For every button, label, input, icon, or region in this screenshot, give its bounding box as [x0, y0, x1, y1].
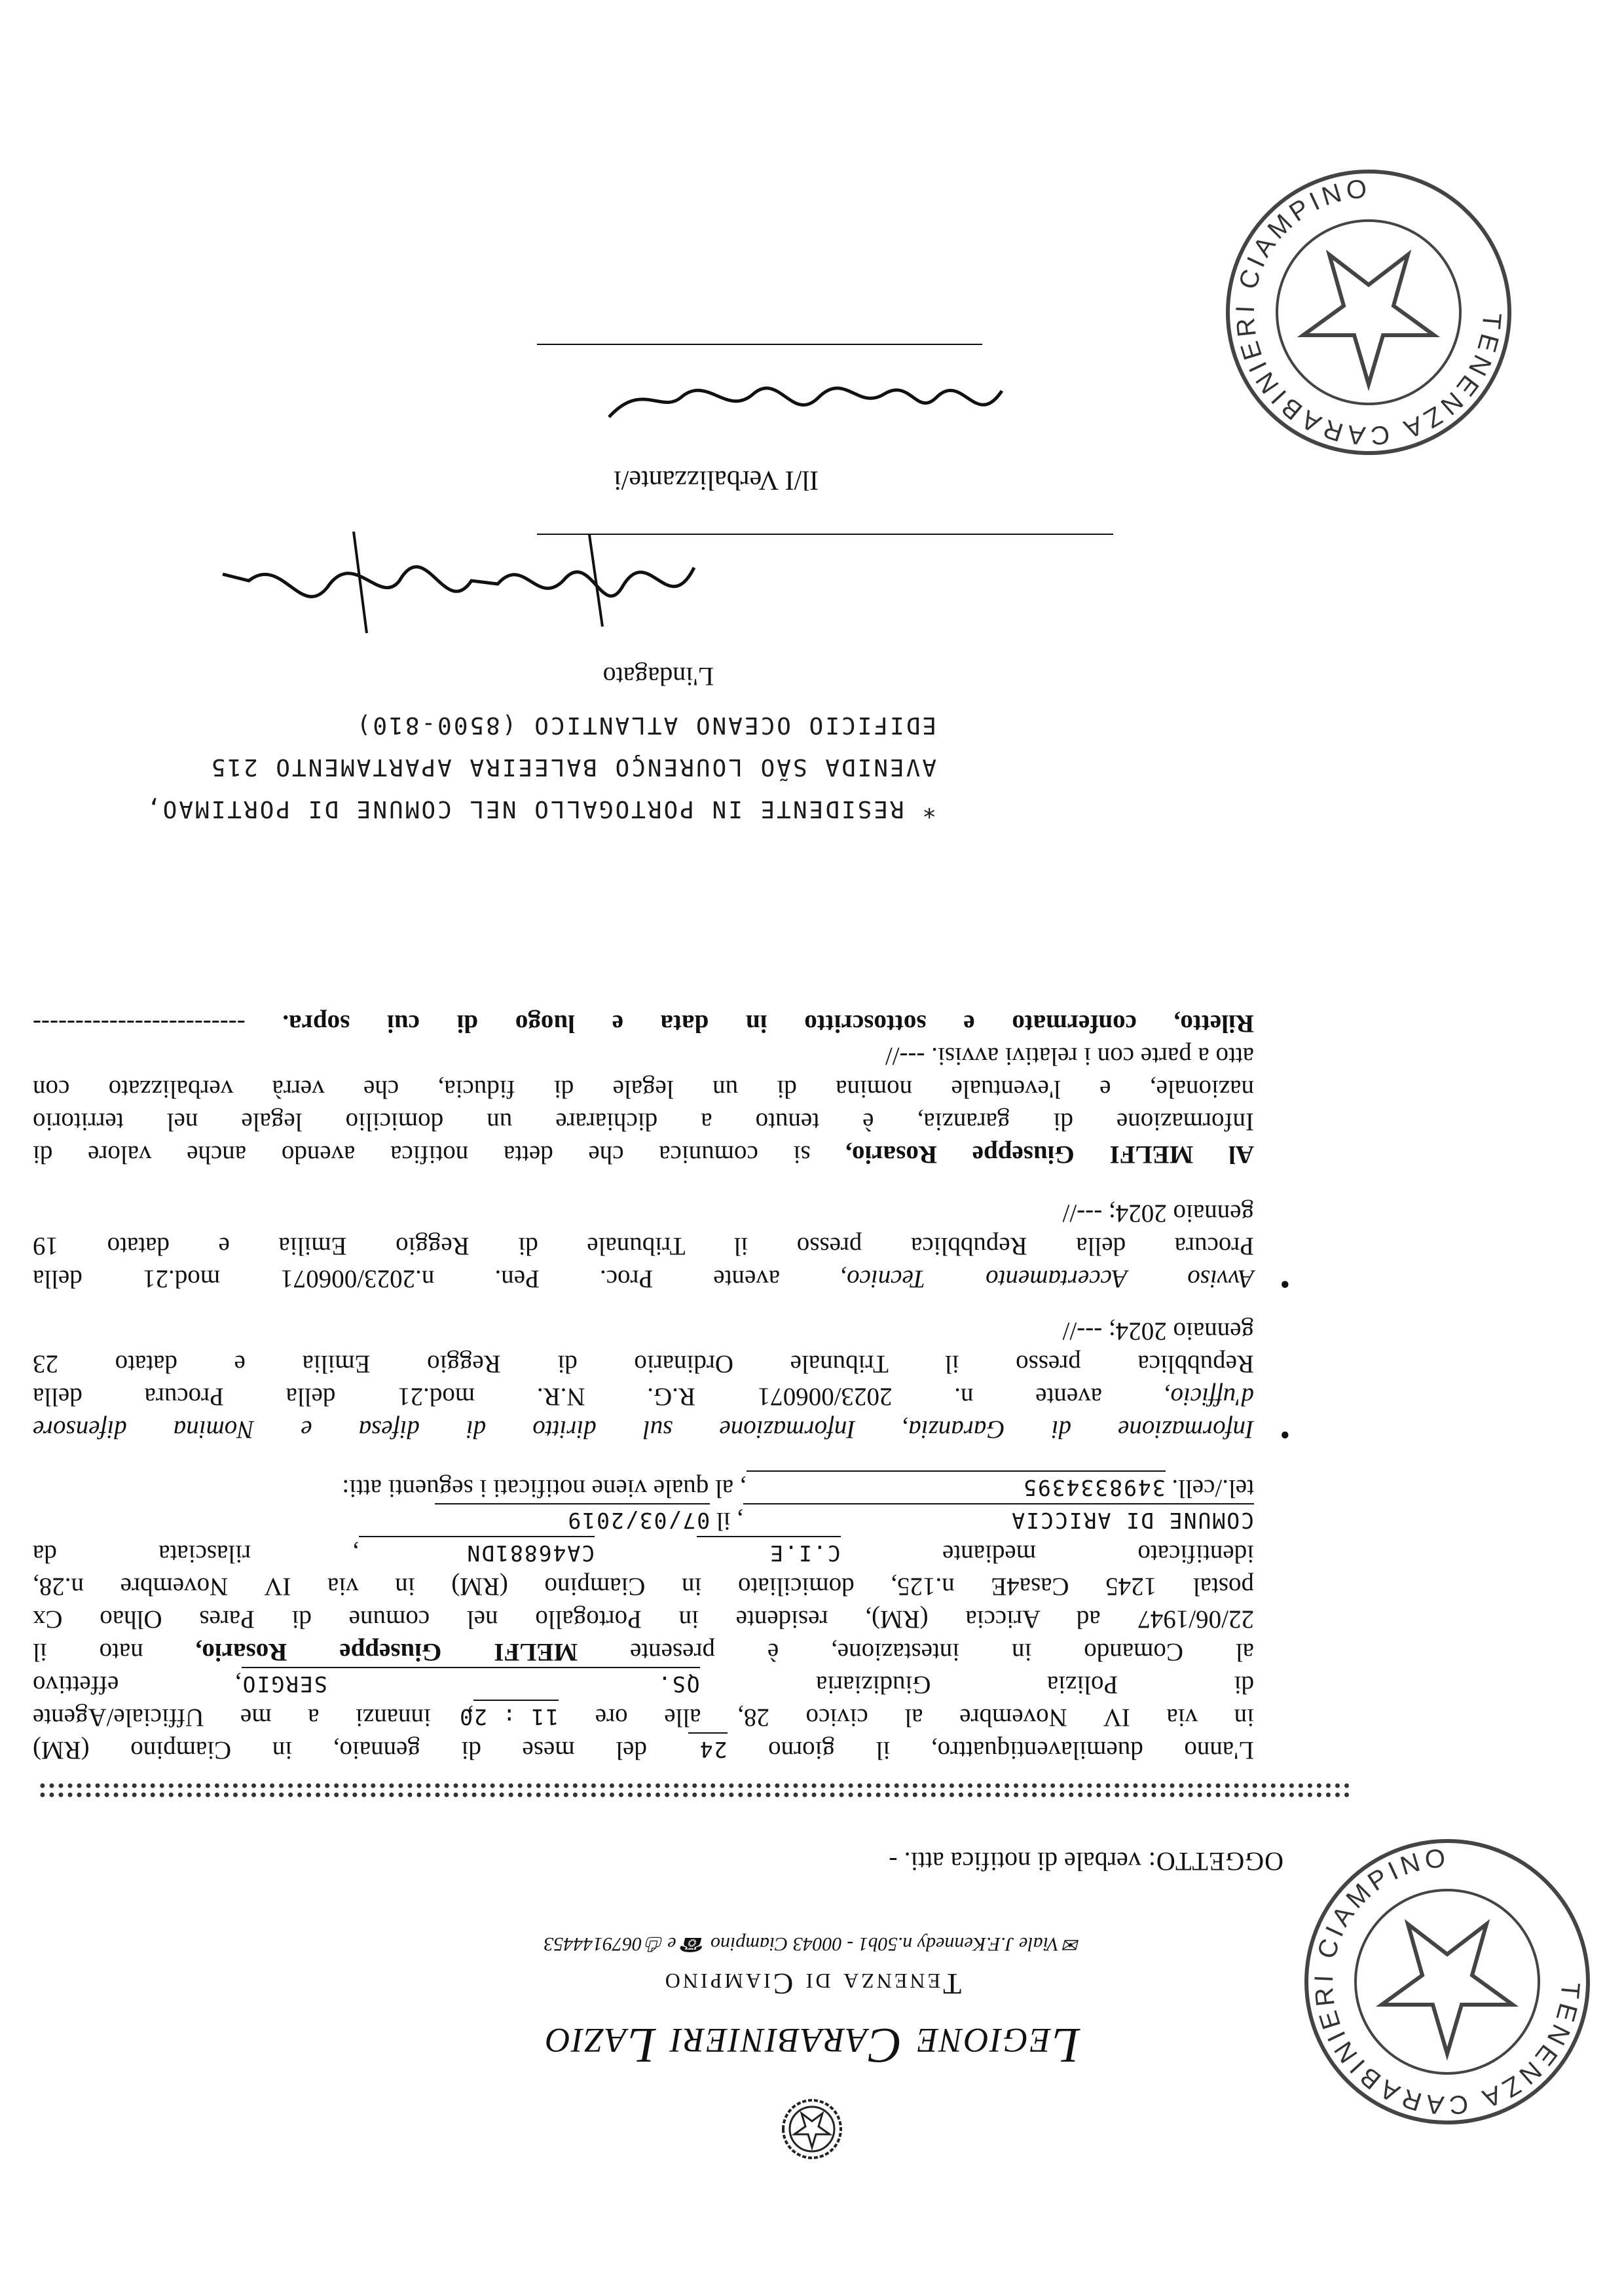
bullet-line: gennaio 2024; ---//: [1062, 1317, 1254, 1345]
officers-label: Il/I Verbalizzante/i: [614, 465, 819, 495]
body-line: tel./cell. 3498334395, al quale viene notificati i seguenti atti:: [33, 1470, 1254, 1504]
header-address: ✉ Viale J.F.Kennedy n.50b1 - 00043 Ciampino ☎ e ⎙ 0679144453: [544, 1933, 1080, 1955]
bullet-icon: •: [1280, 1419, 1290, 1451]
phone-fax-number: 0679144453: [544, 1933, 642, 1955]
notice-line: Al MELFI Giuseppe Rosario, si comunica che detta notifica avendo anche valore di: [33, 1140, 1254, 1169]
subject-label: OGGETTO:: [1147, 1847, 1283, 1876]
subject-line: [889, 1846, 1283, 1877]
handwritten-address: * RESIDENTE IN PORTOGALLO NEL COMUNE DI PORTIMAO, AVENIDA SÃO LOURENÇO BALEEIRA APARTAMENTO 215 EDIFICIO OCEANO ATLANTICO (8500-810): [144, 712, 936, 822]
signature-line: [537, 344, 982, 345]
address-text: Viale J.F.Kennedy n.50b1 - 00043 Ciampino: [710, 1933, 1060, 1955]
handwritten-officer-name: QS. SERGIO: [242, 1667, 700, 1700]
bullet-line: Procura della Repubblica presso il Tribunale di Reggio Emilia e datato 19: [33, 1232, 1254, 1260]
body-line: COMUNE DI ARICCIA, il 07/03/2019: [33, 1503, 1254, 1537]
dotted-divider: [39, 1783, 1349, 1788]
body-line: L'anno duemilaventiquattro, il giorno 24 del mese di gennaio, in Ciampino (RM): [33, 1732, 1254, 1766]
svg-text:TENENZA CARABINIERI CIAMPINO: [1230, 174, 1506, 450]
bullet-line: Avviso Accertamento Tecnico, avente Proc. Pen. n.2023/006071 mod.21 della: [33, 1265, 1254, 1293]
bullet-line: Informazione di Garanzia, Informazione sul diritto di difesa e Nomina difensore: [33, 1415, 1254, 1444]
bullet-line: Repubblica presso il Tribunale Ordinario di Reggio Emilia e datato 23: [33, 1350, 1254, 1378]
bullet-line: gennaio 2024; ---//: [1062, 1199, 1254, 1228]
body-line: in via IV Novembre al civico 28, alle ore 11 : 20, innanzi a me Ufficiale/Agente: [33, 1700, 1254, 1733]
header-station: Tenenza di Ciampino: [662, 1967, 962, 2001]
handwritten-day: 24: [688, 1732, 728, 1765]
dotted-divider: [39, 1793, 1349, 1797]
seal-text: TENENZA CARABINIERI CIAMPINO: [1309, 1844, 1585, 2120]
suspect-name: MELFI Giuseppe Rosario,: [195, 1638, 578, 1666]
official-seal-stamp: [1218, 162, 1519, 463]
notice-line: nazionale, e l'eventuale nomina di un legale di fiducia, che verrà verbalizzato con: [33, 1075, 1254, 1103]
body-line: al Comando in intestazione, è presente MELFI Giuseppe Rosario, nato il: [33, 1638, 1254, 1666]
phone-icon: ☎: [681, 1933, 706, 1955]
handwritten-issue-date: 07/03/2019: [435, 1503, 710, 1536]
fax-icon: ⎙: [646, 1933, 663, 1955]
handwritten-id-doc: C.I.E: [697, 1536, 841, 1569]
handwritten-id-number: CA46881DN: [359, 1536, 595, 1569]
signature-line: [537, 534, 1113, 535]
envelope-icon: ✉: [1063, 1933, 1080, 1955]
body-line: 22/06/1947 ad Ariccia (RM), residente in Portogallo nel comune di Pares Olhao Cx: [33, 1605, 1254, 1633]
handwritten-phone: 3498334395: [747, 1470, 1166, 1503]
notice-line: Informazione di garanzia, è tenuto a dichiarare un domicilio legale nel territorio: [33, 1108, 1254, 1136]
republic-emblem-icon: [779, 2096, 845, 2162]
notice-line: atto a parte con i relativi avvisi. ---//: [885, 1042, 1254, 1070]
suspect-signature: [210, 522, 707, 646]
handwritten-issuer: COMUNE DI ARICCIA: [743, 1503, 1254, 1536]
subject-text: verbale di notifica atti. -: [889, 1847, 1141, 1876]
suspect-signature-label: L'indagato: [602, 662, 714, 691]
bullet-icon: •: [1280, 1268, 1290, 1300]
body-line: identificato mediante C.I.E CA46881DN, rilasciata da: [33, 1536, 1254, 1569]
body-line: di Polizia Giudiziaria QS. SERGIO, effettivo: [33, 1667, 1254, 1700]
closing-line: Riletto, confermato e sottoscritto in data e luogo di cui sopra. -------------------------: [33, 1010, 1254, 1038]
svg-text:TENENZA CARABINIERI CIAMPINO: [1309, 1844, 1585, 2120]
official-seal-stamp: [1297, 1831, 1598, 2132]
handwritten-hour: 11 : 20: [473, 1700, 559, 1732]
body-line: postal 1245 Casa4E n.125, domiciliato in Ciampino (RM) in via IV Novembre n.28,: [33, 1573, 1254, 1601]
seal-text: TENENZA CARABINIERI CIAMPINO: [1230, 174, 1507, 450]
officer-signature: [596, 358, 1015, 443]
header-legion: Legione Carabinieri Lazio: [544, 2018, 1080, 2073]
bullet-line: d'ufficio, avente n. 2023/006071 R.G. N.R. mod.21 della Procura della: [33, 1383, 1254, 1411]
